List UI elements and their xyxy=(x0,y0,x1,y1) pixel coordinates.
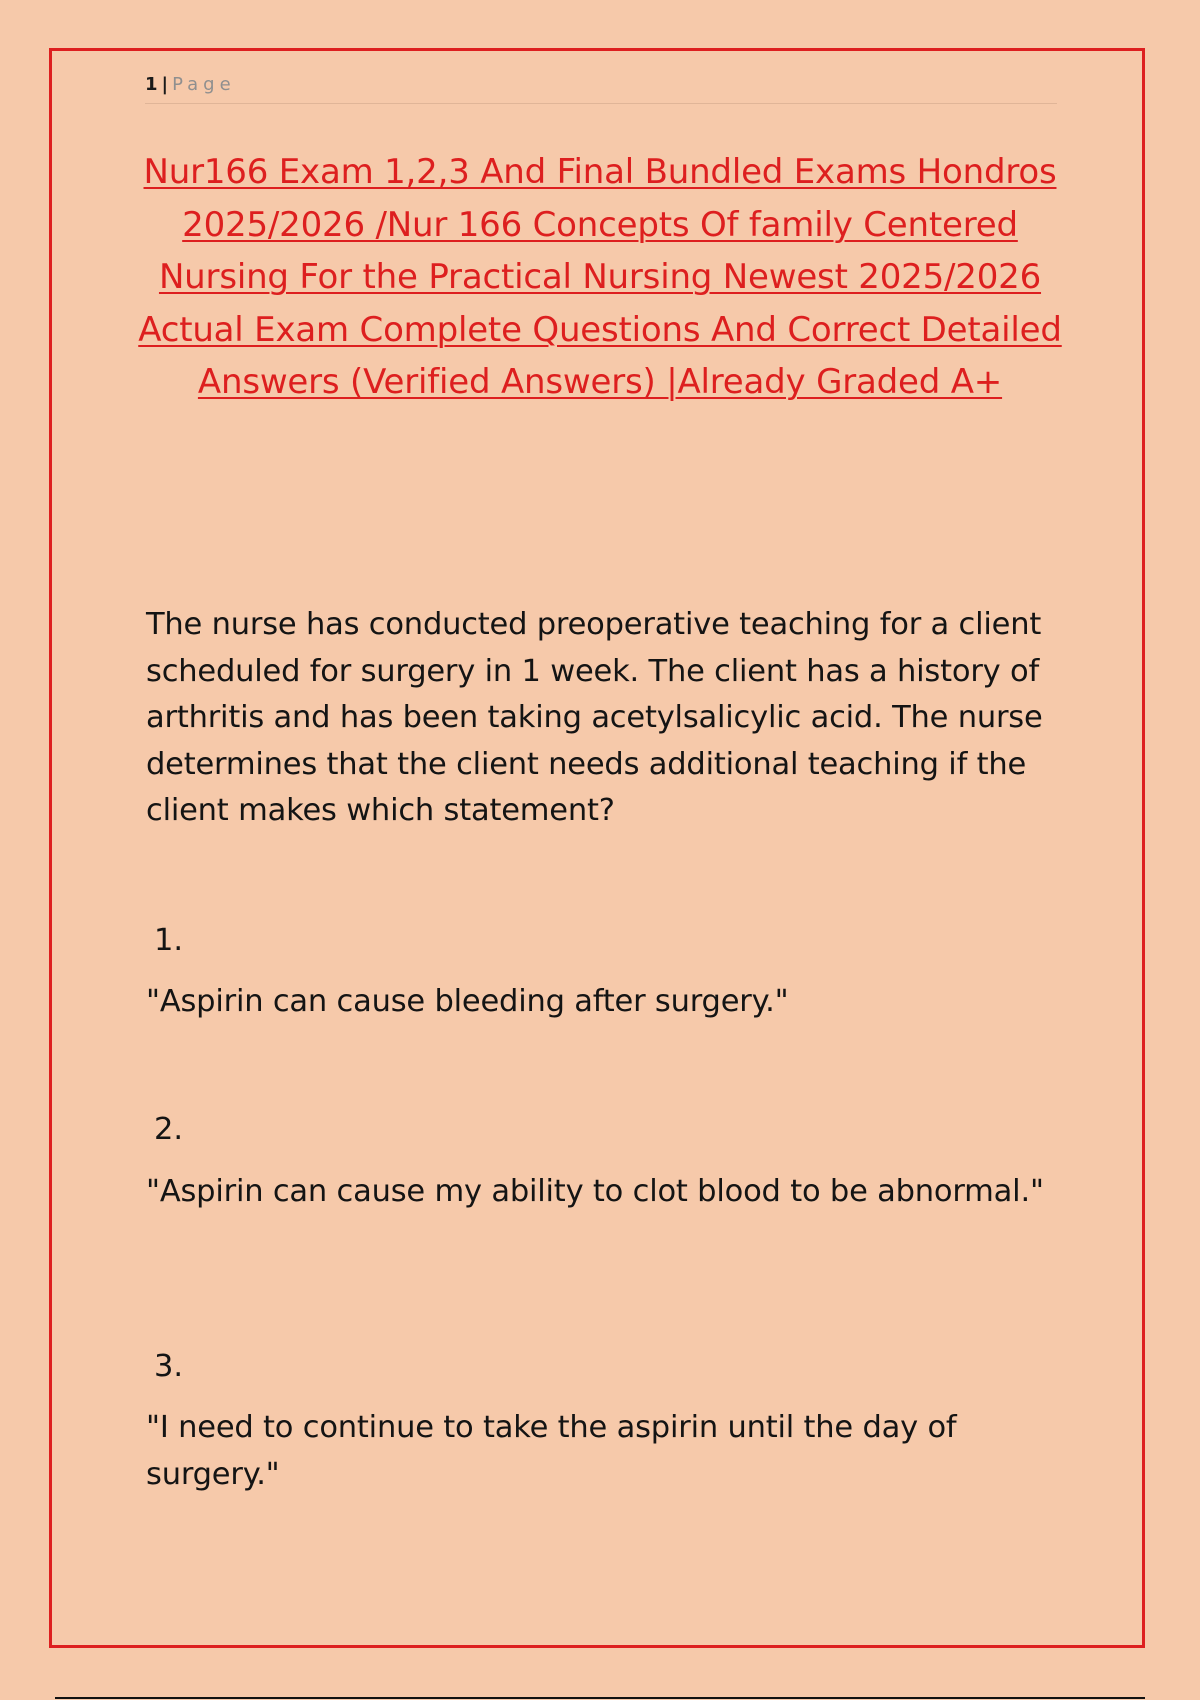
page-separator: | xyxy=(161,74,169,95)
question-stem: The nurse has conducted preoperative teaching for a client scheduled for surgery in 1 week. The client has a history of arthritis and has been taking acetylsalicylic acid. The nurse determines that the client needs additional teaching if the client makes which statement? xyxy=(146,607,1043,828)
footer-divider xyxy=(55,1697,1145,1699)
page-header xyxy=(145,71,1057,104)
option-2-number: 2. xyxy=(154,1112,184,1147)
option-3-text: "I need to continue to take the aspirin until the day of surgery." xyxy=(146,1410,957,1492)
option-1-text: "Aspirin can cause bleeding after surgery." xyxy=(146,984,789,1019)
page-number: 1 xyxy=(145,74,158,95)
page-label: Page xyxy=(172,74,236,95)
option-1-number: 1. xyxy=(154,923,184,958)
option-3-number: 3. xyxy=(154,1349,184,1384)
option-2-text: "Aspirin can cause my ability to clot blood to be abnormal." xyxy=(146,1174,1044,1209)
document-title: Nur166 Exam 1,2,3 And Final Bundled Exams Hondros 2025/2026 /Nur 166 Concepts Of family Centered Nursing For the Practical Nursing Newest 2025/2026 Actual Exam Complete Questions And Correct Detailed Answers (Verified Answers) |Already Graded A+ xyxy=(138,152,1062,402)
